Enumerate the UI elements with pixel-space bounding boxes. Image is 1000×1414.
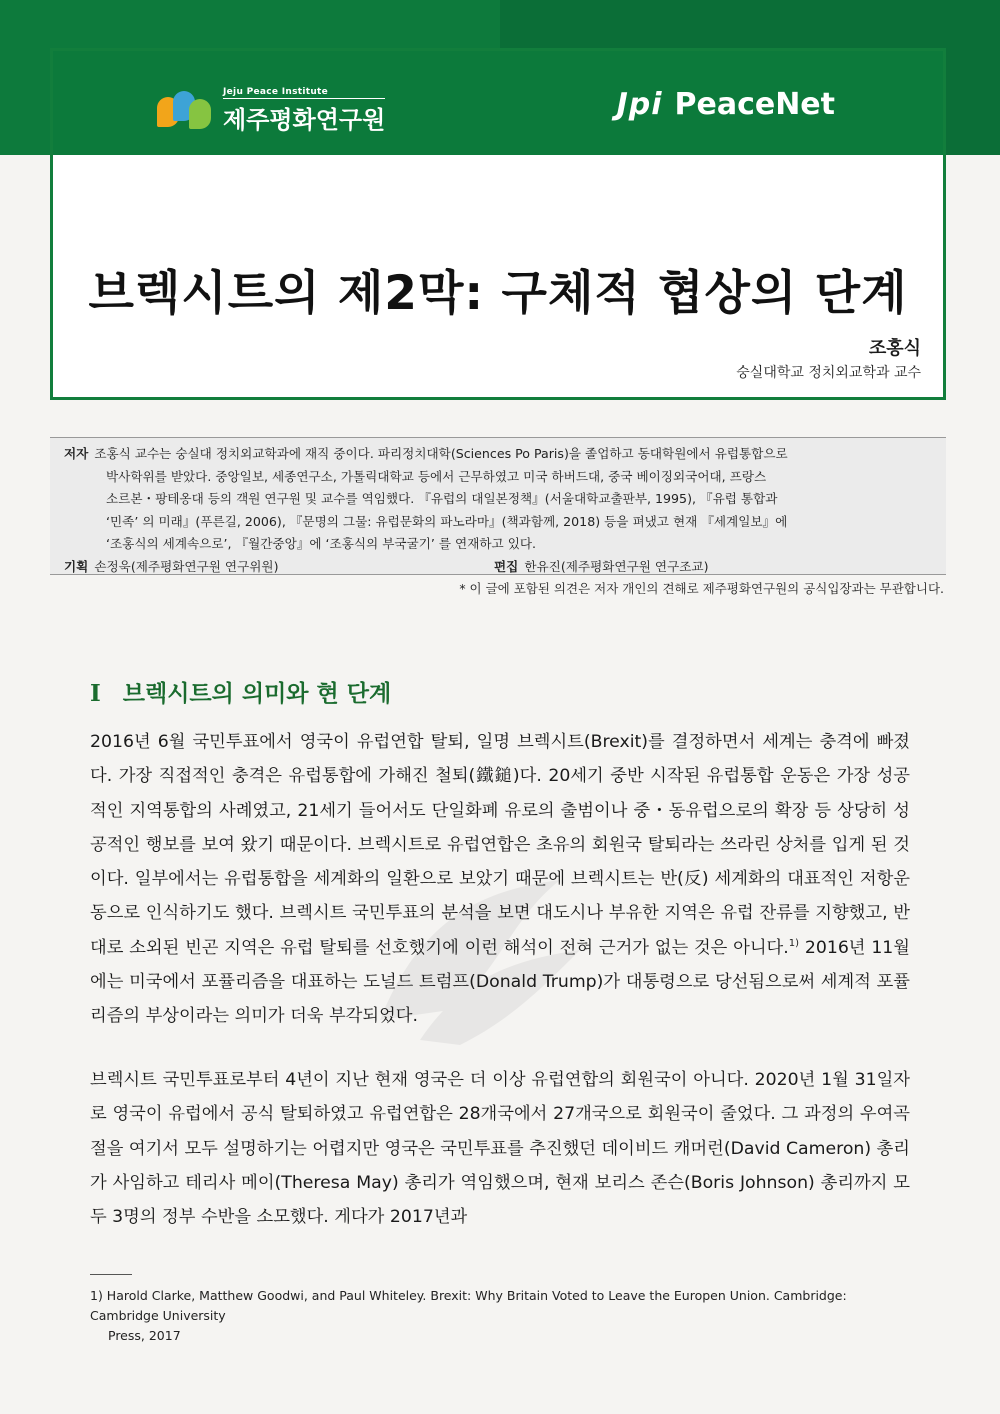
planning-credit [64,556,494,579]
jpi-logo [157,87,385,135]
paragraph-2: 브렉시트 국민투표로부터 4년이 지난 현재 영국은 더 이상 유럽연합의 회원국이 아니다. 2020년 1월 31일자로 영국이 유럽에서 공식 탈퇴하였고 유럽연합은 28개국에서 27개국으로 회원국이 줄었다. 그 과정의 우여곡절을 여기서 모두 설명하기는 어렵지만 영국은 국민투표를 추진했던 데이비드 캐머런(David Cameron) 총리가 사임하고 테리사 메이(Theresa May) 총리가 역임했으며, 현재 보리스 존슨(Boris Johnson) 총리까지 모두 3명의 정부 수반을 소모했다. 게다가 2017년과 [90,1070,910,1228]
bio-line-1: 조홍식 교수는 숭실대 정치외교학과에 재직 중이다. 파리정치대학(Sciences Po Paris)을 졸업하고 동대학원에서 유럽통합으로 [94,446,788,461]
bio-line-5: ‘조홍식의 세계속으로’, 『월간중앙』에 ‘조홍식의 부국굴기’ 를 연재하고 있다. [106,536,537,551]
footnote-divider [90,1274,132,1275]
footnote-line-2: Press, 2017 [108,1328,181,1343]
footnote-line-1: 1) Harold Clarke, Matthew Goodwi, and Paul Whiteley. Brexit: Why Britain Voted to Leave the Europen Union. Cambridge: Cambridge University [90,1288,847,1323]
jpi-wordmark: Jpi [616,87,663,122]
dove-logo-icon [157,89,213,133]
planning-value: 손정욱(제주평화연구원 연구위원) [94,558,279,574]
peacenet-wordmark: PeaceNet [674,87,835,122]
footnote [90,1286,910,1346]
peacenet-brand [617,87,835,122]
author-affiliation: 숭실대학교 정치외교학과 교수 [736,365,921,381]
disclaimer: * 이 글에 포함된 의견은 저자 개인의 견해로 제주평화연구원의 공식입장과는 무관합니다. [459,581,944,596]
author-bio [64,443,932,556]
credits-row [64,556,932,579]
editing-credit [494,556,924,579]
author-name: 조홍식 [868,338,921,359]
section-heading [90,675,391,708]
paragraph-1 [90,725,910,1034]
author-info-box [50,437,946,575]
footnote-ref-1[interactable]: 1) [788,938,800,950]
title-frame [50,48,946,400]
logo-english-name: Jeju Peace Institute [223,87,385,99]
bio-line-3: 소르본・팡테옹대 등의 객원 연구원 및 교수를 역임했다. 『유럽의 대일본정책』(서울대학교출판부, 1995), 『유럽 통합과 [106,491,778,506]
section-title: 브렉시트의 의미와 현 단계 [122,681,392,707]
editing-value: 한유진(제주평화연구원 연구조교) [524,558,709,574]
paragraph-1-part-b: 2016년 11월에는 미국에서 포퓰리즘을 대표하는 도널드 트럼프(Donald Trump)가 대통령으로 당선됨으로써 세계적 포퓰리즘의 부상이라는 의미가 더욱 부각되었다. [90,937,911,1027]
paragraph-1-part-a: 2016년 6월 국민투표에서 영국이 유럽연합 탈퇴, 일명 브렉시트(Brexit)를 결정하면서 세계는 충격에 빠졌다. 가장 직접적인 충격은 유럽통합에 가해진 철퇴(鐵鎚)다. 20세기 중반 시작된 유럽통합 운동은 가장 성공적인 지역통합의 사례였고, 21세기 들어서도 단일화폐 유로의 출범이나 중・동유럽으로의 확장 등 상당히 성공적인 행보를 보여 왔기 때문이다. 브렉시트로 유럽연합은 초유의 회원국 탈퇴라는 쓰라린 상처를 입게 된 것이다. 일부에서는 유럽통합을 세계화의 일환으로 보았기 때문에 브렉시트는 반(反) 세계화의 대표적인 저항운동으로 인식하기도 했다. 브렉시트 국민투표의 분석을 보면 대도시나 부유한 지역은 유럽 잔류를 지향했고, 반대로 소외된 빈곤 지역은 유럽 탈퇴를 선호했기에 이런 해석이 전혀 근거가 없는 것은 아니다. [90,732,910,958]
bio-line-4: ‘민족’ 의 미래』(푸른길, 2006), 『문명의 그물: 유럽문화의 파노라마』(책과함께, 2018) 등을 펴냈고 현재 『세계일보』에 [106,513,788,529]
logo-korean-name: 제주평화연구원 [223,106,386,134]
editing-label: 편집 [494,558,519,574]
planning-label: 기획 [64,558,89,574]
page-title: 브렉시트의 제2막: 구체적 협상의 단계 [88,266,908,321]
section-number: I [90,680,101,707]
bio-line-2: 박사학위를 받았다. 중앙일보, 세종연구소, 가톨릭대학교 등에서 근무하였고 미국 하버드대, 중국 베이징외국어대, 프랑스 [106,468,767,484]
author-label: 저자 [64,446,89,461]
